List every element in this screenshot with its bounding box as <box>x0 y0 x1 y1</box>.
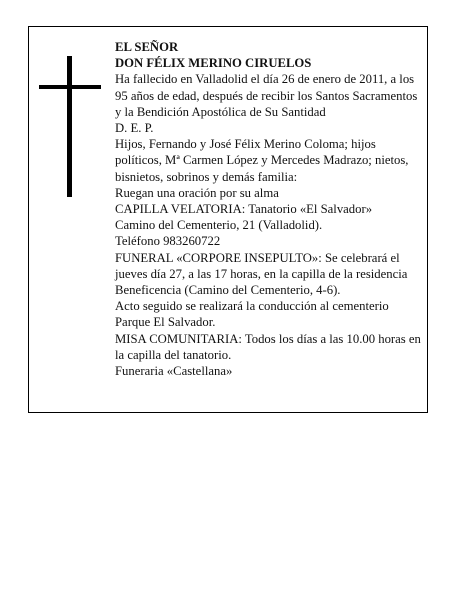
dep-text: D. E. P. <box>115 121 154 136</box>
mass-details: MISA COMUNITARIA: Todos los días a las 10.00 horas en la capilla del tanatorio. <box>115 331 421 362</box>
chapel-label: CAPILLA VELATORIA: Tanatorio «El Salvador» <box>115 202 373 217</box>
phone-number: Teléfono 983260722 <box>115 234 221 249</box>
notice-text <box>115 39 425 379</box>
notice-title: EL SEÑOR <box>115 40 179 54</box>
death-announcement: Ha fallecido en Valladolid el día 26 de enero de 2011, a los 95 años de edad, después de recibir los Santos Sacramentos y la Bendición Apostólica de Su Santidad <box>115 72 418 119</box>
cross-vertical-bar <box>67 56 72 197</box>
cross-horizontal-bar <box>39 85 101 89</box>
deceased-name: DON FÉLIX MERINO CIRUELOS <box>115 56 312 71</box>
obituary-notice <box>28 26 428 413</box>
funeral-home: Funeraria «Castellana» <box>115 364 233 379</box>
procession-details: Acto seguido se realizará la conducción al cementerio Parque El Salvador. <box>115 299 389 330</box>
chapel-address: Camino del Cementerio, 21 (Valladolid). <box>115 218 323 233</box>
family-text: Hijos, Fernando y José Félix Merino Coloma; hijos políticos, Mª Carmen López y Mercedes Madrazo; nietos, bisnietos, sobrinos y demás familia: <box>115 137 409 184</box>
prayer-request: Ruegan una oración por su alma <box>115 185 279 200</box>
latin-cross-icon <box>39 56 101 197</box>
funeral-details: FUNERAL «CORPORE INSEPULTO»: Se celebrará el jueves día 27, a las 17 horas, en la capilla de la residencia Beneficencia (Camino del Cementerio, 4-6). <box>115 250 408 298</box>
